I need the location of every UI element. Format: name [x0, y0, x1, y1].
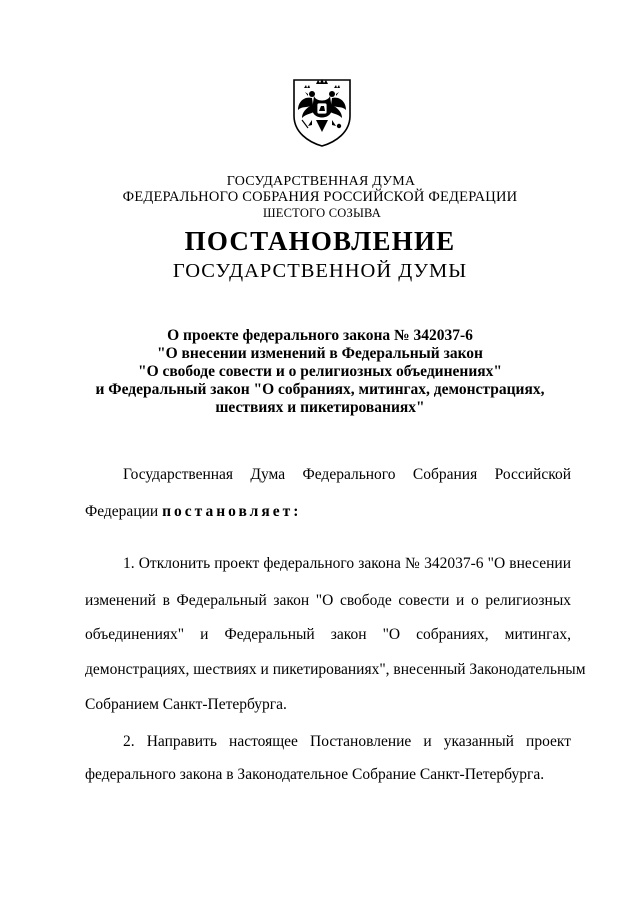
- preamble-line-1: Государственная Дума Федерального Собрания Российской: [123, 466, 571, 483]
- document-issuer-title: ГОСУДАРСТВЕННОЙ ДУМЫ: [172, 260, 468, 282]
- item-1-line-5: Собранием Санкт-Петербурга.: [85, 696, 287, 713]
- item-1-line-3: объединениях" и Федеральный закон "О собраниях, митингах,: [85, 626, 571, 643]
- item-2-line-2: федерального закона в Законодательное Собрание Санкт-Петербурга.: [85, 766, 545, 783]
- subject-line-5: шествиях и пикетированиях": [215, 399, 425, 416]
- resolves-word: постановляет:: [162, 503, 302, 520]
- preamble-prefix: Федерации: [85, 503, 163, 520]
- org-name-line-2: ФЕДЕРАЛЬНОГО СОБРАНИЯ РОССИЙСКОЙ ФЕДЕРАЦИИ: [122, 189, 518, 205]
- subject-line-1: О проекте федерального закона № 342037-6: [167, 327, 473, 344]
- item-1-line-2: изменений в Федеральный закон "О свободе совести и о религиозных: [85, 592, 571, 609]
- preamble-line-2: [85, 503, 571, 521]
- subject-line-2: "О внесении изменений в Федеральный закон: [157, 345, 483, 362]
- subject-line-4: и Федеральный закон "О собраниях, митингах, демонстрациях,: [95, 381, 545, 398]
- document-subject: [0, 327, 640, 417]
- org-name-line-1: ГОСУДАРСТВЕННАЯ ДУМА: [226, 174, 416, 189]
- document-type-title: ПОСТАНОВЛЕНИЕ: [184, 226, 456, 256]
- russian-coat-of-arms-icon: [290, 76, 354, 148]
- item-1-line-1: 1. Отклонить проект федерального закона № 342037-6 "О внесении: [123, 555, 571, 572]
- convocation-line: ШЕСТОГО СОЗЫВА: [262, 206, 382, 220]
- item-1-line-4: демонстрациях, шествиях и пикетированиях", внесенный Законодательным: [85, 661, 586, 678]
- item-2-line-1: 2. Направить настоящее Постановление и указанный проект: [123, 733, 571, 750]
- subject-line-3: "О свободе совести и о религиозных объединениях": [137, 363, 503, 380]
